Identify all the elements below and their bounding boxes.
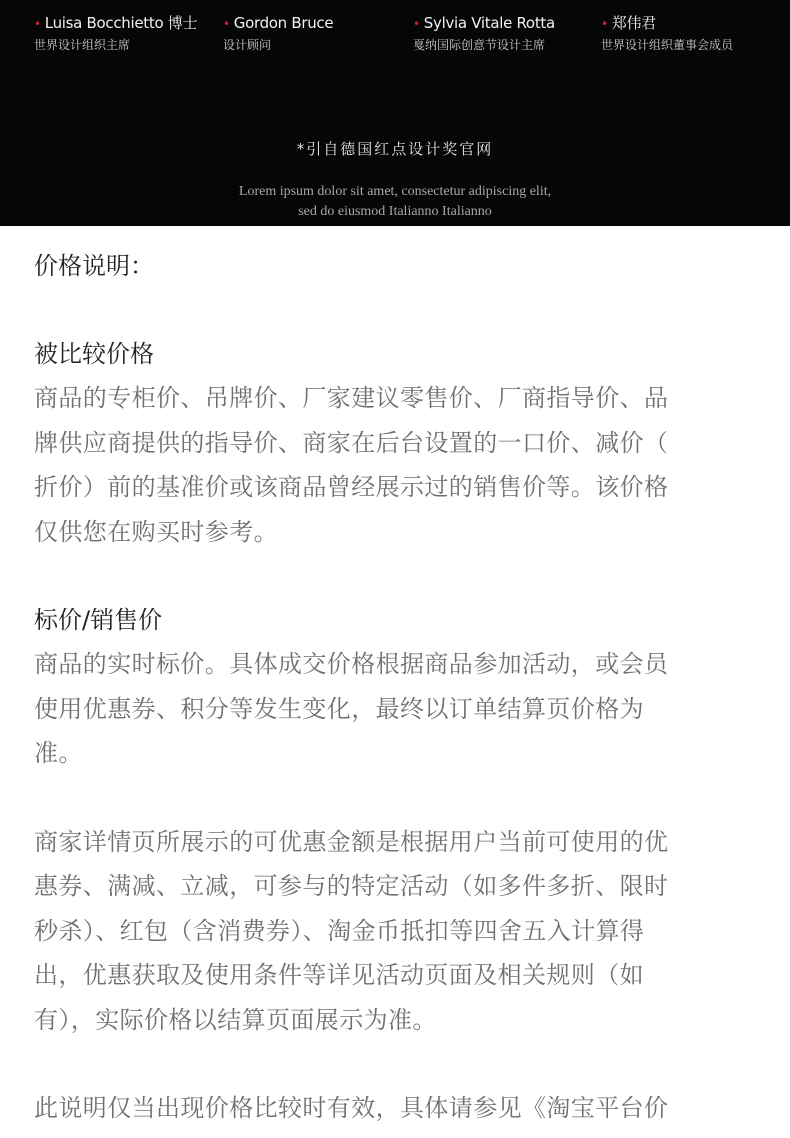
- lorem-line: sed do eiusmod Italianno Italianno: [298, 204, 492, 219]
- judge-name: Sylvia Vitale Rotta: [423, 14, 555, 32]
- discount-paragraph: [34, 820, 756, 1043]
- text-line: 有），实际价格以结算页面展示为准。: [34, 1005, 437, 1034]
- text-line: 秒杀）、红包（含消费券）、淘金币抵扣等四舍五入计算得: [34, 916, 645, 945]
- bullet-dot-icon: •: [34, 17, 41, 31]
- judge-role: 世界设计组织董事会成员: [601, 38, 734, 52]
- bullet-dot-icon: •: [223, 17, 230, 31]
- text-line: 出，优惠获取及使用条件等详见活动页面及相关规则（如: [34, 961, 644, 989]
- judge-role: 戛纳国际创意节设计主席: [413, 38, 546, 52]
- judge-name: 郑伟君: [611, 14, 656, 32]
- text-line: 准。: [34, 739, 83, 767]
- section-body: [34, 642, 756, 776]
- text-line: 牌供应商提供的指导价、商家在后台设置的一口价、减价（: [34, 428, 669, 457]
- text-line: 商品的专柜价、吊牌价、厂家建议零售价、厂商指导价、品: [34, 384, 669, 412]
- section-heading: 被比较价格: [34, 340, 154, 368]
- text-line: 折价）前的基准价或该商品曾经展示过的销售价等。该价格: [34, 473, 669, 501]
- judge-card: [413, 13, 555, 54]
- judge-name: Luisa Bocchietto 博士: [44, 14, 198, 32]
- lorem-line: Lorem ipsum dolor sit amet, consectetur adipiscing elit,: [238, 184, 552, 199]
- section-heading: 标价/销售价: [34, 606, 163, 634]
- section-body: [34, 376, 756, 554]
- judge-role: 世界设计组织主席: [34, 38, 131, 52]
- judge-role: 设计顾问: [223, 38, 272, 52]
- text-line: 仅供您在购买时参考。: [34, 517, 278, 546]
- text-line: 惠券、满减、立减，可参与的特定活动（如多件多折、限时: [34, 872, 669, 900]
- quote-source: *引自德国红点设计奖官网: [296, 140, 494, 158]
- judge-card: [34, 13, 197, 54]
- judges-banner: [0, 0, 790, 226]
- judge-name: Gordon Bruce: [233, 14, 334, 32]
- text-line: 商家详情页所展示的可优惠金额是根据用户当前可使用的优: [34, 827, 669, 856]
- price-info: [34, 244, 756, 1131]
- note-paragraph: [34, 1086, 756, 1131]
- judge-card: [601, 13, 733, 54]
- bullet-dot-icon: •: [413, 17, 420, 31]
- text-line: 此说明仅当出现价格比较时有效，具体请参见《淘宝平台价: [34, 1094, 669, 1122]
- bullet-dot-icon: •: [601, 17, 608, 31]
- lorem-caption: [0, 182, 790, 222]
- price-info-title: 价格说明：: [34, 252, 154, 280]
- text-line: 使用优惠券、积分等发生变化，最终以订单结算页价格为: [34, 694, 644, 723]
- text-line: 商品的实时标价。具体成交价格根据商品参加活动，或会员: [34, 650, 669, 678]
- judge-card: [223, 13, 333, 54]
